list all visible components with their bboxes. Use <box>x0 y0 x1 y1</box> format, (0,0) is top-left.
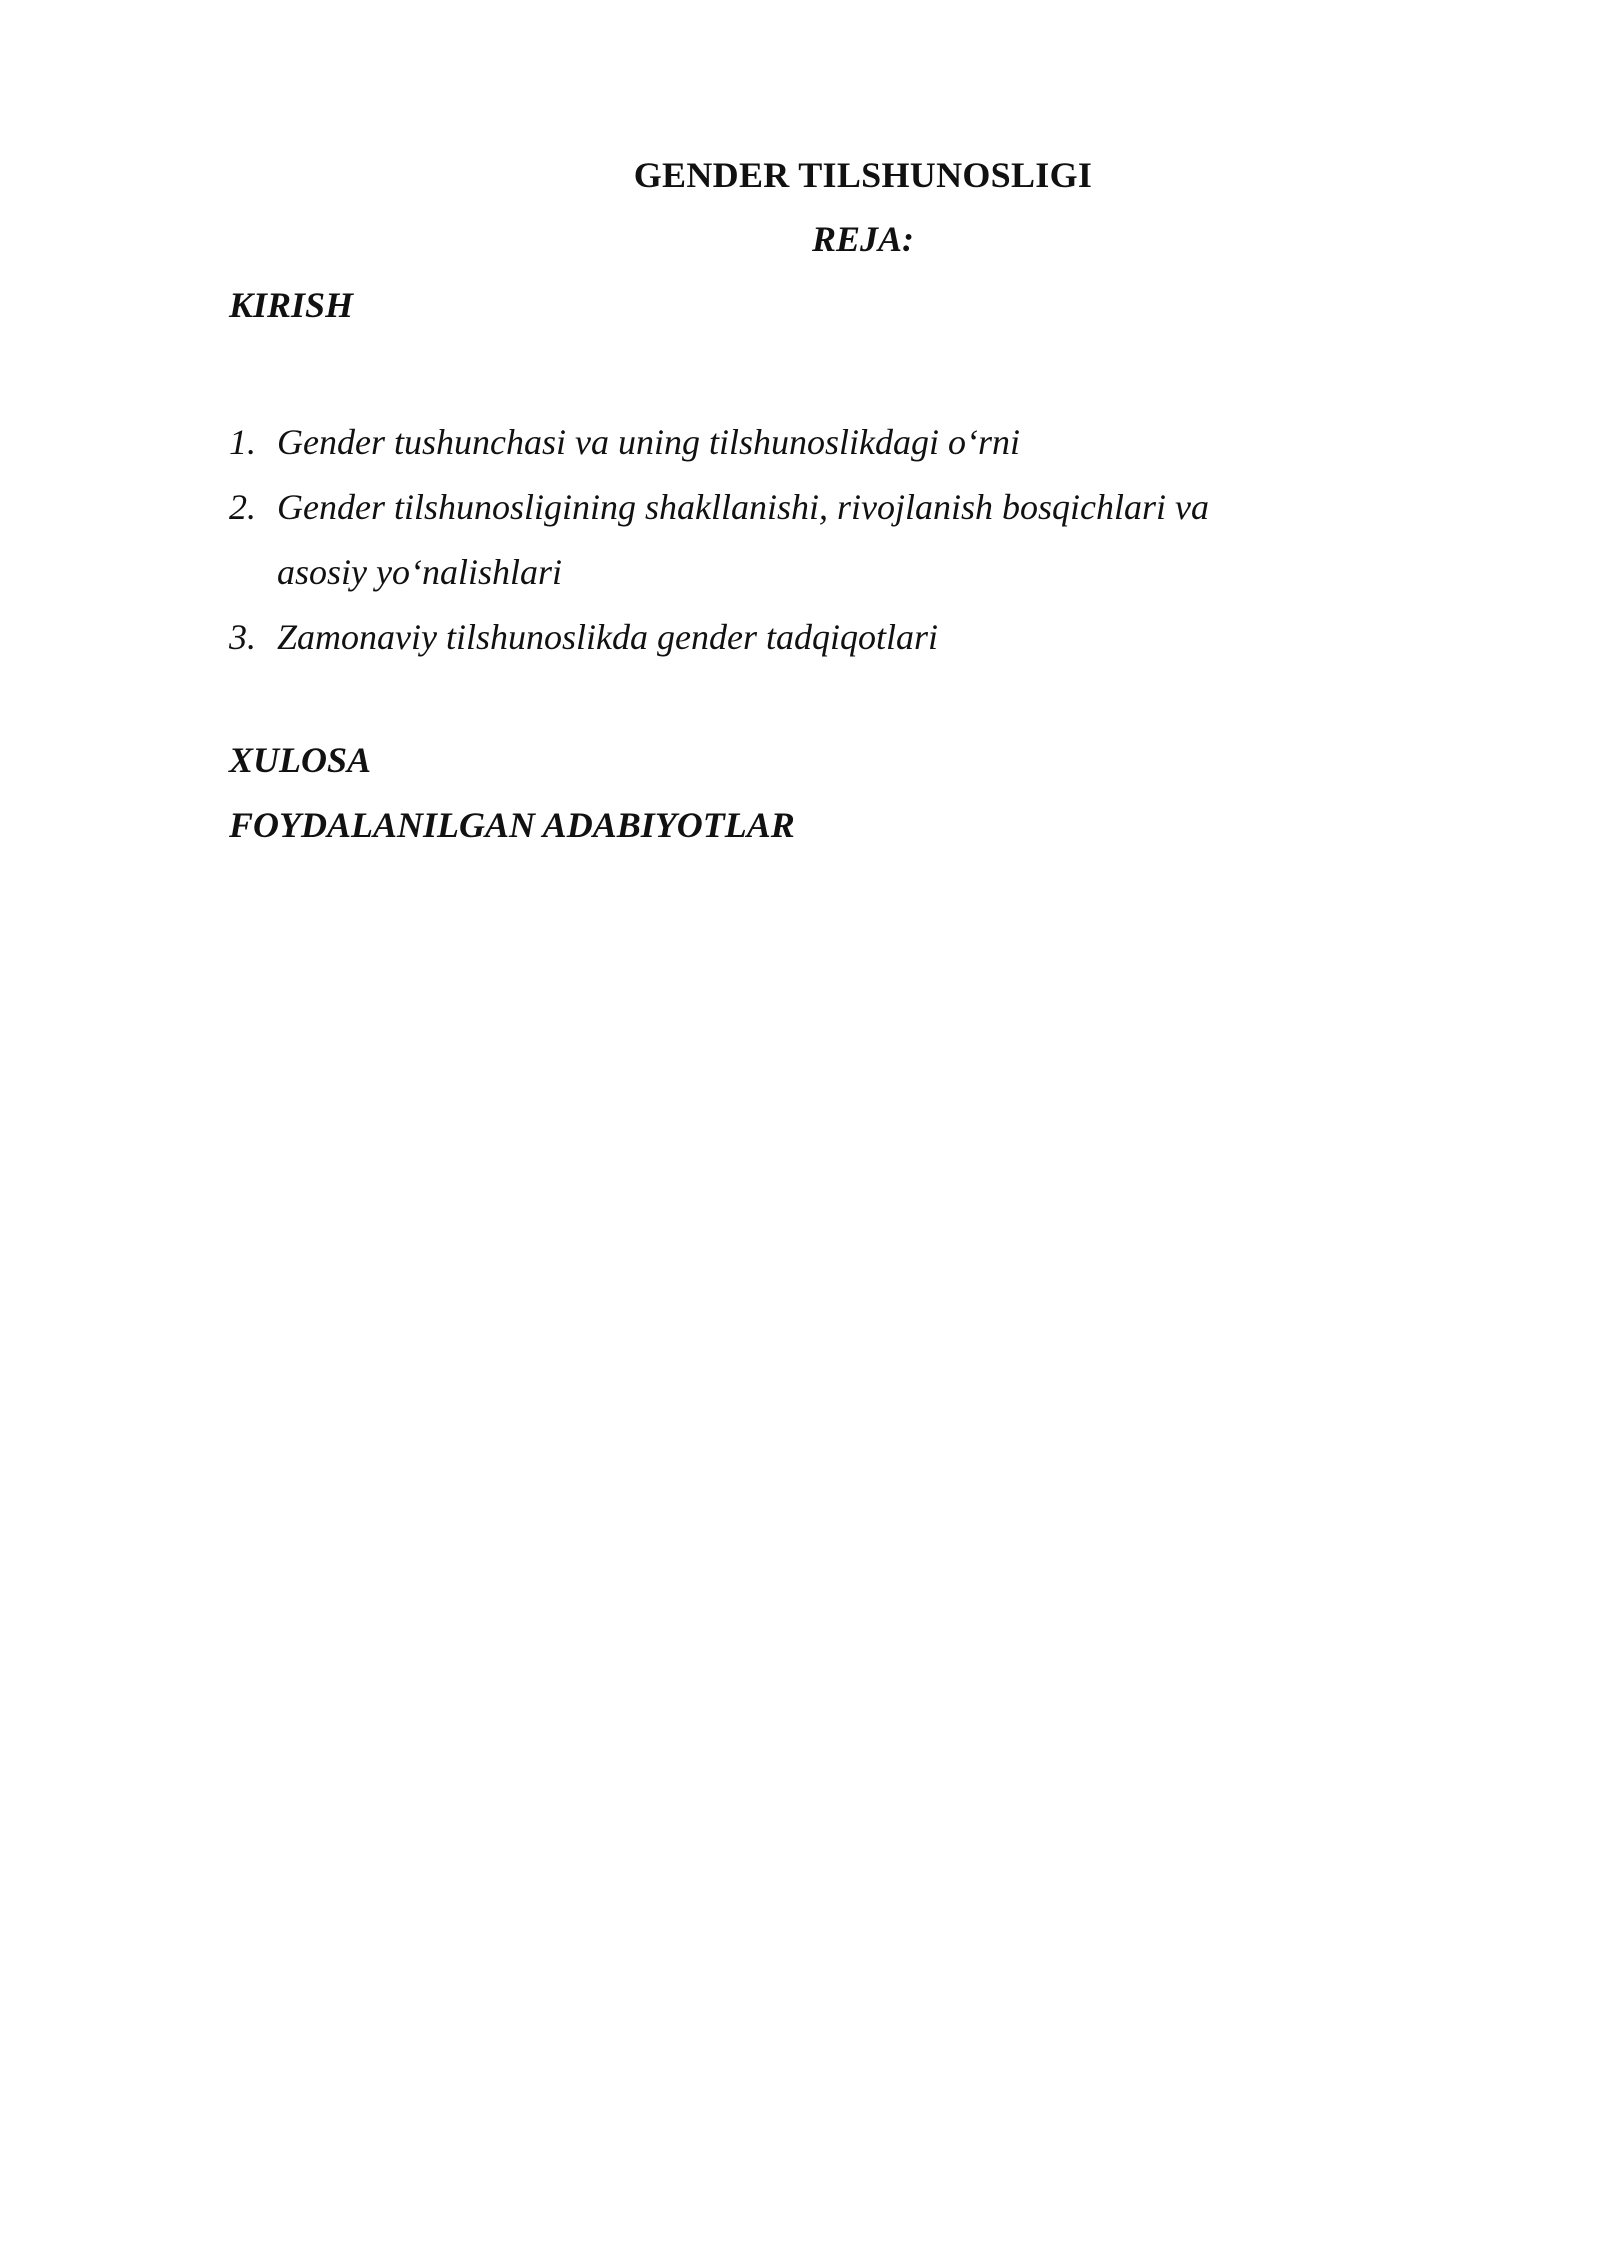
outline-item-3 <box>229 605 1329 670</box>
references-heading: FOYDALANILGAN ADABIYOTLAR <box>229 805 795 845</box>
outline-item-text: Zamonaviy tilshunoslikda gender tadqiqotlari <box>277 617 938 657</box>
outline-item-number: 2. <box>229 487 256 527</box>
plan-label: REJA: <box>811 219 915 259</box>
document-title: GENDER TILSHUNOSLIGI <box>633 155 1093 195</box>
plan-outline-list <box>229 410 1329 670</box>
intro-heading: KIRISH <box>229 285 354 325</box>
outline-item-2 <box>229 475 1329 605</box>
outline-item-number: 3. <box>229 617 256 657</box>
outline-item-text: Gender tilshunosligining shakllanishi, rivojlanish bosqichlari va asosiy yo‘nalishlari <box>277 487 1209 592</box>
outline-item-number: 1. <box>229 422 256 462</box>
outline-item-1 <box>229 410 1329 475</box>
conclusion-heading: XULOSA <box>229 740 372 780</box>
outline-item-text: Gender tushunchasi va uning tilshunoslikdagi o‘rni <box>277 422 1020 462</box>
